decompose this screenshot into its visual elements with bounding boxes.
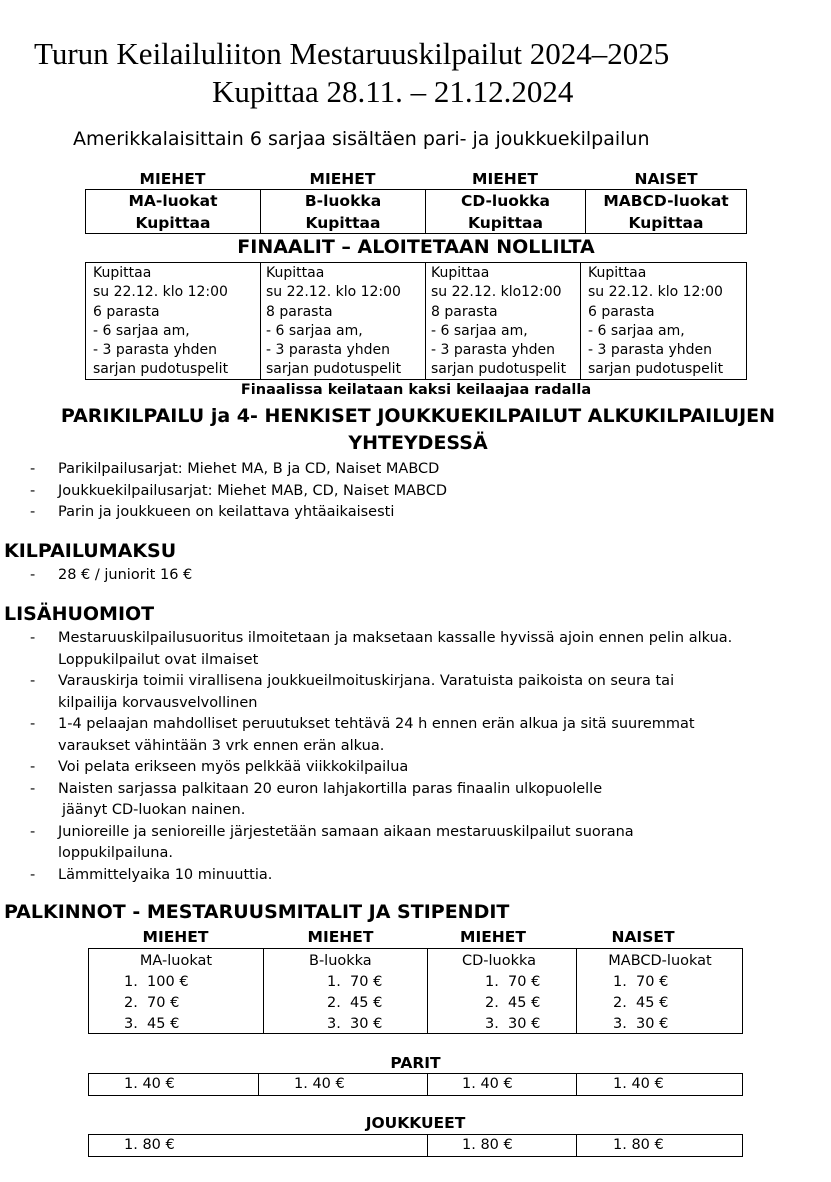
- finals-table: [85, 262, 747, 380]
- pairs-table: [88, 1073, 743, 1096]
- class-group-header: MIEHET: [472, 170, 538, 188]
- finals-cell: Kupittaa su 22.12. klo 12:00 8 parasta - 6 sarjaa am, - 3 parasta yhden sarjan pudotuspelit: [266, 265, 402, 378]
- prize-cell: 1. 70 € 2. 45 € 3. 30 €: [327, 974, 383, 1032]
- notes-list: [30, 628, 828, 886]
- class-group-header: MIEHET: [309, 170, 376, 188]
- class-group-header: MIEHET: [139, 170, 206, 188]
- finals-note: Finaalissa keilataan kaksi keilaajaa radalla: [240, 382, 592, 398]
- prize-class-name: MABCD-luokat: [608, 953, 712, 969]
- class-cell: CD-luokka Kupittaa: [460, 192, 551, 232]
- list-item: - Parikilpailusarjat: Miehet MA, B ja CD, Naiset MABCD: [30, 461, 440, 477]
- pair-team-heading: PARIKILPAILU ja 4- HENKISET JOUKKUEKILPAILUT ALKUKILPAILUJEN: [60, 405, 776, 427]
- prize-group-header: MIEHET: [142, 928, 209, 946]
- class-group-header: NAISET: [634, 170, 698, 188]
- finals-cell: Kupittaa su 22.12. klo 12:00 6 parasta - 6 sarjaa am, - 3 parasta yhden sarjan pudotuspelit: [588, 265, 724, 378]
- prize-group-header: MIEHET: [460, 928, 526, 946]
- list-item: - 1-4 pelaajan mahdolliset peruutukset tehtävä 24 h ennen erän alkua ja sitä suuremmat varaukset vähintään 3 vrk ennen erän alkua.: [30, 716, 695, 754]
- list-item: - Naisten sarjassa palkitaan 20 euron lahjakortilla paras finaalin ulkopuolelle jäänyt CD-luokan nainen.: [30, 780, 603, 818]
- list-item: - 28 € / juniorit 16 €: [30, 567, 193, 583]
- class-cell: MA-luokat Kupittaa: [128, 192, 218, 232]
- prize-class-name: B-luokka: [309, 953, 372, 969]
- finals-cell: Kupittaa su 22.12. klo12:00 8 parasta - 6 sarjaa am, - 3 parasta yhden sarjan pudotuspelit: [431, 265, 567, 378]
- class-cell: MABCD-luokat Kupittaa: [603, 192, 729, 232]
- teams-table: [88, 1134, 743, 1157]
- prize-class-name: CD-luokka: [462, 953, 537, 969]
- pairs-cell: 1. 40 €: [124, 1076, 175, 1092]
- prize-table: [88, 948, 743, 1034]
- prize-cell: 1. 70 € 2. 45 € 3. 30 €: [485, 974, 541, 1032]
- teams-heading: JOUKKUEET: [365, 1114, 466, 1132]
- competition-format: Amerikkalaisittain 6 sarjaa sisältäen pari- ja joukkuekilpailun: [73, 128, 650, 150]
- list-item: - Junioreille ja senioreille järjestetään samaan aikaan mestaruuskilpailut suorana loppukilpailuna.: [30, 823, 634, 861]
- pairs-heading: PARIT: [390, 1054, 441, 1072]
- class-table: [85, 189, 747, 234]
- page-subtitle-dates: Kupittaa 28.11. – 21.12.2024: [212, 74, 574, 109]
- pairs-cell: 1. 40 €: [294, 1076, 345, 1092]
- page-title: Turun Keilailuliiton Mestaruuskilpailut 2024–2025: [34, 36, 670, 71]
- fee-list: [30, 565, 818, 587]
- list-item: - Joukkuekilpailusarjat: Miehet MAB, CD, Naiset MABCD: [30, 482, 447, 499]
- prizes-heading: PALKINNOT - MESTARUUSMITALIT JA STIPENDIT: [4, 901, 510, 923]
- prize-cell: 1. 100 € 2. 70 € 3. 45 €: [124, 974, 189, 1032]
- teams-cell: 1. 80 €: [613, 1137, 664, 1153]
- notes-heading: LISÄHUOMIOT: [4, 603, 155, 625]
- prize-class-name: MA-luokat: [139, 953, 213, 969]
- teams-cell: 1. 80 €: [462, 1137, 513, 1153]
- class-cell: B-luokka Kupittaa: [304, 192, 382, 232]
- list-item: - Lämmittelyaika 10 minuuttia.: [30, 866, 273, 883]
- list-item: - Varauskirja toimii virallisena joukkueilmoituskirjana. Varatuista paikoista on seura tai kilpailija korvausvelvollinen: [30, 673, 675, 711]
- prize-cell: 1. 70 € 2. 45 € 3. 30 €: [613, 974, 669, 1032]
- pair-team-heading-cont: YHTEYDESSÄ: [348, 432, 488, 454]
- teams-cell: 1. 80 €: [124, 1137, 175, 1153]
- prize-group-header: NAISET: [611, 928, 675, 946]
- list-item: - Parin ja joukkueen on keilattava yhtäaikaisesti: [30, 504, 395, 520]
- finals-cell: Kupittaa su 22.12. klo 12:00 6 parasta - 6 sarjaa am, - 3 parasta yhden sarjan pudotuspelit: [93, 265, 229, 378]
- list-item: - Mestaruuskilpailusuoritus ilmoitetaan ja maksetaan kassalle hyvissä ajoin ennen pelin alkua. Loppukilpailut ovat ilmaiset: [30, 630, 733, 668]
- fee-heading: KILPAILUMAKSU: [4, 540, 177, 562]
- pairs-cell: 1. 40 €: [462, 1076, 513, 1092]
- pair-team-list: [30, 459, 818, 524]
- list-item: - Voi pelata erikseen myös pelkkää viikkokilpailua: [30, 759, 409, 775]
- pairs-cell: 1. 40 €: [613, 1076, 664, 1092]
- finals-heading: FINAALIT – ALOITETAAN NOLLILTA: [237, 236, 595, 258]
- prize-group-header: MIEHET: [307, 928, 374, 946]
